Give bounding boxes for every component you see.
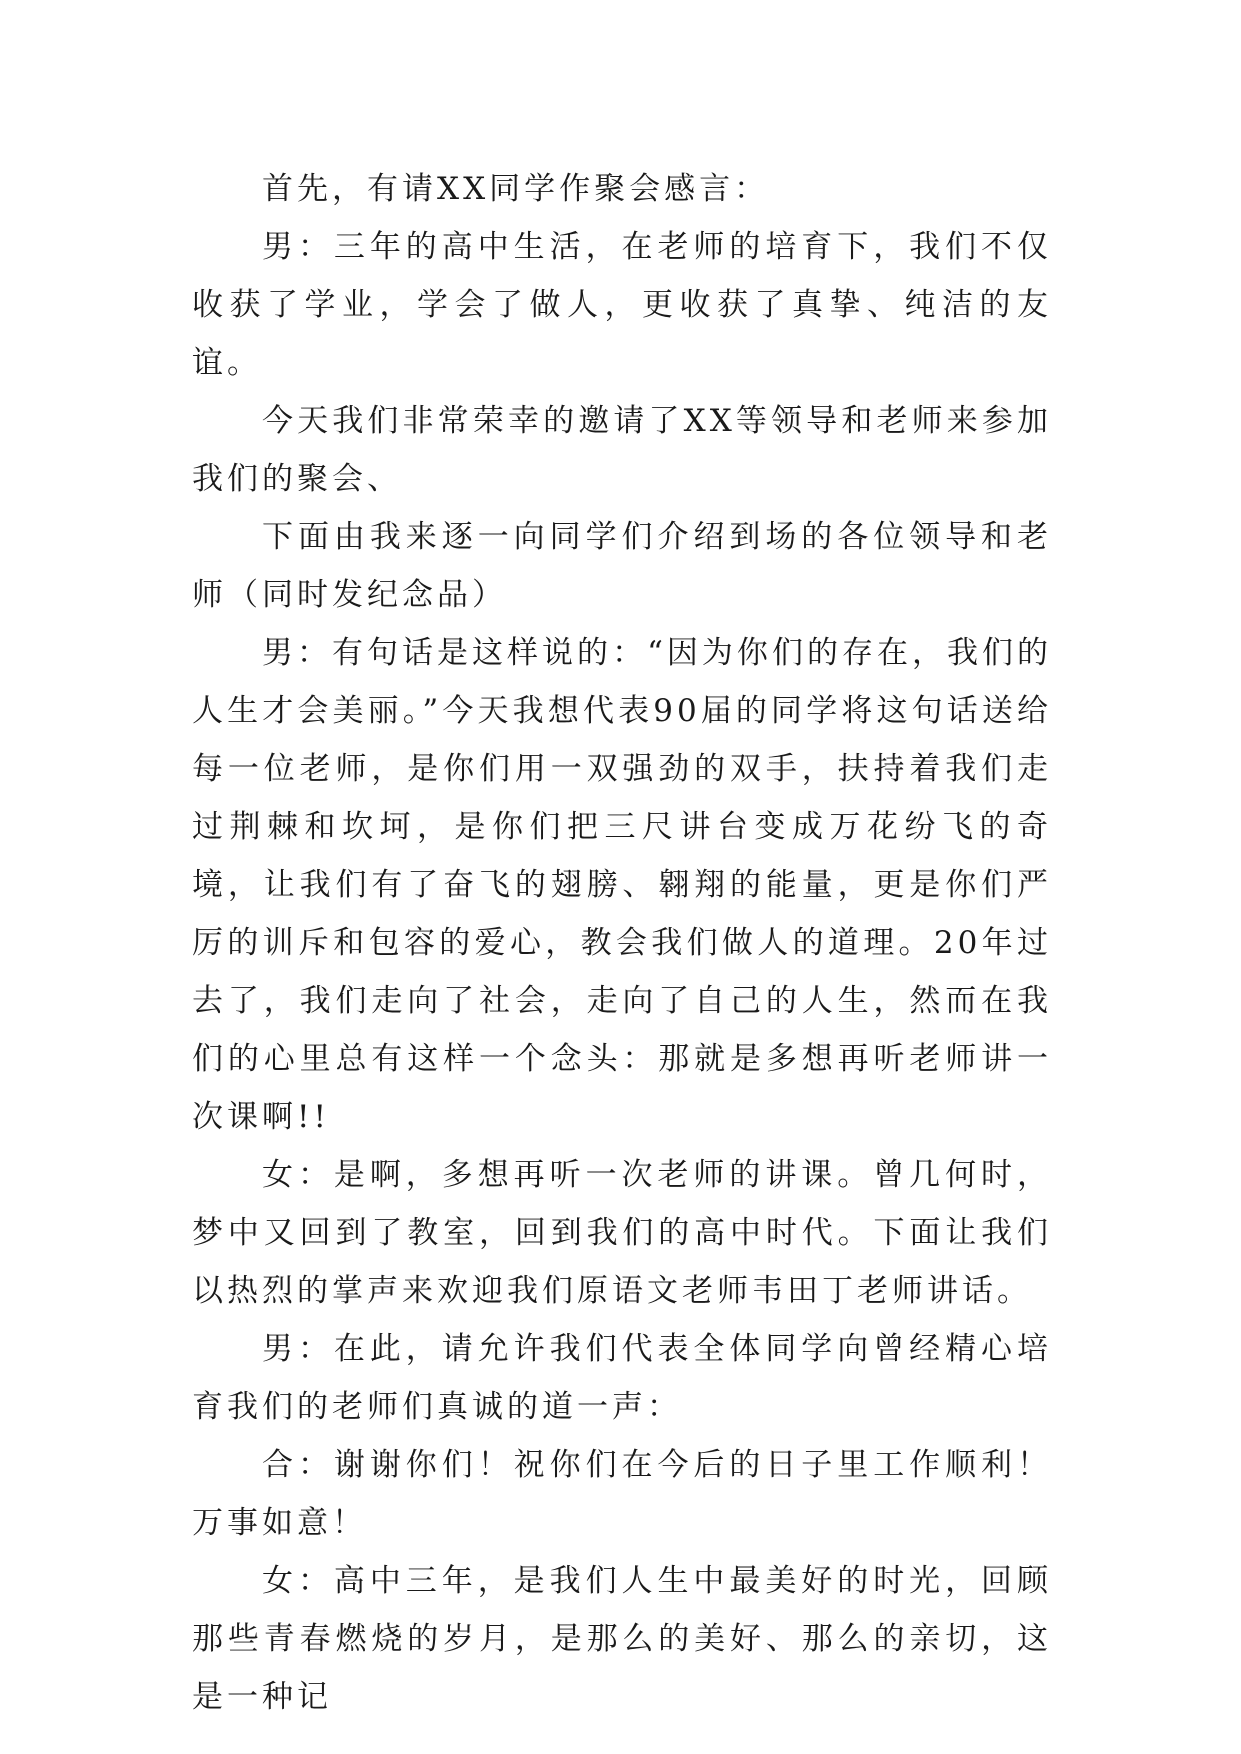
paragraph-together: 合：谢谢你们！祝你们在今后的日子里工作顺利！万事如意！ [192, 1447, 1052, 1541]
paragraph-female-1: 女：是啊，多想再听一次老师的讲课。曾几何时，梦中又回到了教室，回到我们的高中时代。下面让我们以热烈的掌声来欢迎我们原语文老师韦田丁老师讲话。 [192, 1157, 1052, 1309]
paragraph-invitation: 今天我们非常荣幸的邀请了XX等领导和老师来参加我们的聚会、 [192, 403, 1052, 497]
paragraph-male-1: 男：三年的高中生活，在老师的培育下，我们不仅收获了学业，学会了做人，更收获了真挚、纯洁的友谊。 [192, 229, 1052, 381]
document-body [192, 160, 1052, 1726]
paragraph-opening: 首先，有请XX同学作聚会感言： [262, 171, 770, 207]
paragraph-male-3: 男：在此，请允许我们代表全体同学向曾经精心培育我们的老师们真诚的道一声： [192, 1331, 1052, 1425]
paragraph-male-2: 男：有句话是这样说的：“因为你们的存在，我们的人生才会美丽。”今天我想代表90届的同学将这句话送给每一位老师，是你们用一双强劲的双手，扶持着我们走过荆棘和坎坷，是你们把三尺讲台变成万花纷飞的奇境，让我们有了奋飞的翅膀、翱翔的能量，更是你们严厉的训斥和包容的爱心，教会我们做人的道理。20年过去了，我们走向了社会，走向了自己的人生，然而在我们的心里总有这样一个念头：那就是多想再听老师讲一次课啊!! [192, 635, 1052, 1135]
paragraph-female-2: 女：高中三年，是我们人生中最美好的时光，回顾那些青春燃烧的岁月，是那么的美好、那么的亲切，这是一种记 [192, 1563, 1052, 1715]
paragraph-introduction: 下面由我来逐一向同学们介绍到场的各位领导和老师（同时发纪念品） [192, 519, 1052, 613]
